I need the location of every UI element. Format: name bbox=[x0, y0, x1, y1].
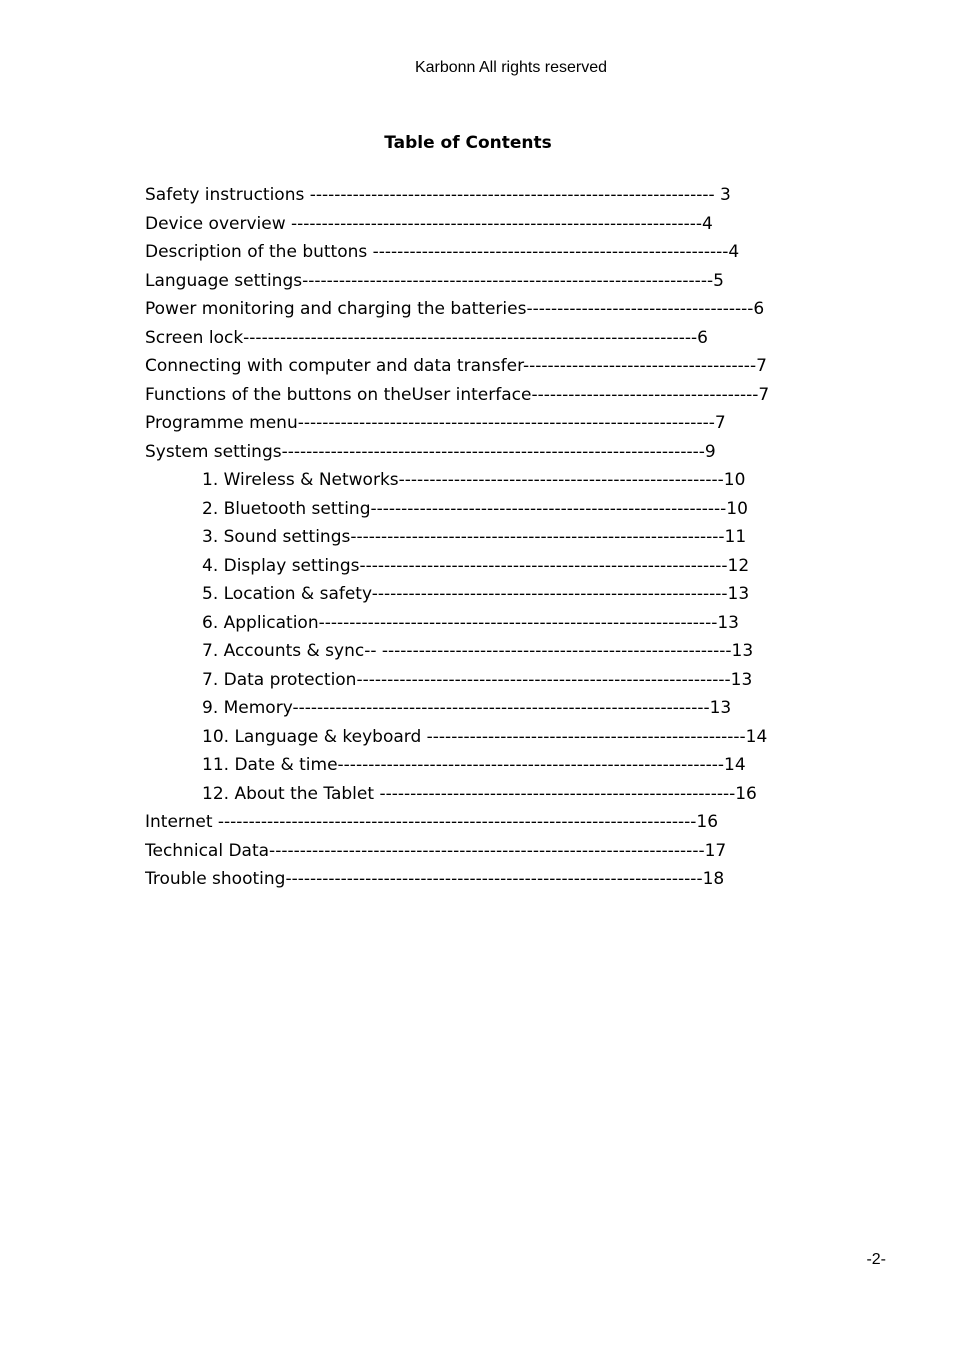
toc-subentry-date-time: 11. Date & time---------------------------------------------------------------14 bbox=[202, 755, 746, 775]
toc-subentry-wireless-networks: 1. Wireless & Networks-----------------------------------------------------10 bbox=[202, 470, 746, 490]
toc-subentry-data-protection: 7. Data protection-------------------------------------------------------------13 bbox=[202, 669, 753, 690]
toc-entry-system-settings: System settings---------------------------------------------------------------------9 bbox=[145, 441, 716, 462]
page-header: Karbonn All rights reserved bbox=[414, 59, 608, 76]
toc-subentry-application: 6. Application-----------------------------------------------------------------13 bbox=[202, 612, 739, 633]
toc-subentry-about-tablet: 12. About the Tablet ----------------------------------------------------------16 bbox=[202, 783, 757, 804]
toc-entry-technical-data: Technical Data-----------------------------------------------------------------------17 bbox=[145, 840, 727, 861]
toc-subentry-bluetooth-setting: 2. Bluetooth setting----------------------------------------------------------10 bbox=[202, 498, 748, 519]
toc-subentry-language-keyboard: 10. Language & keyboard ----------------------------------------------------14 bbox=[202, 726, 768, 747]
toc-entry-description-of-buttons: Description of the buttons ----------------------------------------------------------4 bbox=[145, 242, 740, 262]
toc-entry-programme-menu: Programme menu--------------------------------------------------------------------7 bbox=[145, 413, 726, 433]
toc-entry-button-functions: Functions of the buttons on theUser interface-------------------------------------7 bbox=[145, 384, 770, 405]
toc-subentry-sound-settings: 3. Sound settings-------------------------------------------------------------11 bbox=[202, 527, 747, 547]
table-of-contents bbox=[145, 181, 905, 894]
toc-entry-language-settings: Language settings-------------------------------------------------------------------5 bbox=[145, 270, 724, 291]
toc-entry-internet: Internet ------------------------------------------------------------------------------16 bbox=[145, 812, 719, 832]
toc-entry-connecting-computer: Connecting with computer and data transfer--------------------------------------7 bbox=[145, 356, 767, 376]
page-number: -2- bbox=[866, 1251, 886, 1268]
toc-entry-trouble-shooting: Trouble shooting--------------------------------------------------------------------18 bbox=[145, 869, 725, 889]
toc-subentry-memory: 9. Memory--------------------------------------------------------------------13 bbox=[202, 698, 732, 718]
toc-entry-device-overview: Device overview -------------------------------------------------------------------4 bbox=[145, 213, 713, 234]
toc-subentry-location-safety: 5. Location & safety----------------------------------------------------------13 bbox=[202, 584, 750, 604]
toc-title: Table of Contents bbox=[384, 133, 552, 153]
toc-subentry-accounts-sync: 7. Accounts & sync-- ---------------------------------------------------------13 bbox=[202, 641, 754, 661]
toc-entry-safety-instructions: Safety instructions ------------------------------------------------------------------ 3 bbox=[145, 185, 731, 205]
toc-entry-screen-lock: Screen lock--------------------------------------------------------------------------6 bbox=[145, 327, 708, 348]
toc-subentry-display-settings: 4. Display settings------------------------------------------------------------12 bbox=[202, 555, 750, 576]
toc-entry-power-monitoring: Power monitoring and charging the batteries-------------------------------------6 bbox=[145, 299, 765, 319]
